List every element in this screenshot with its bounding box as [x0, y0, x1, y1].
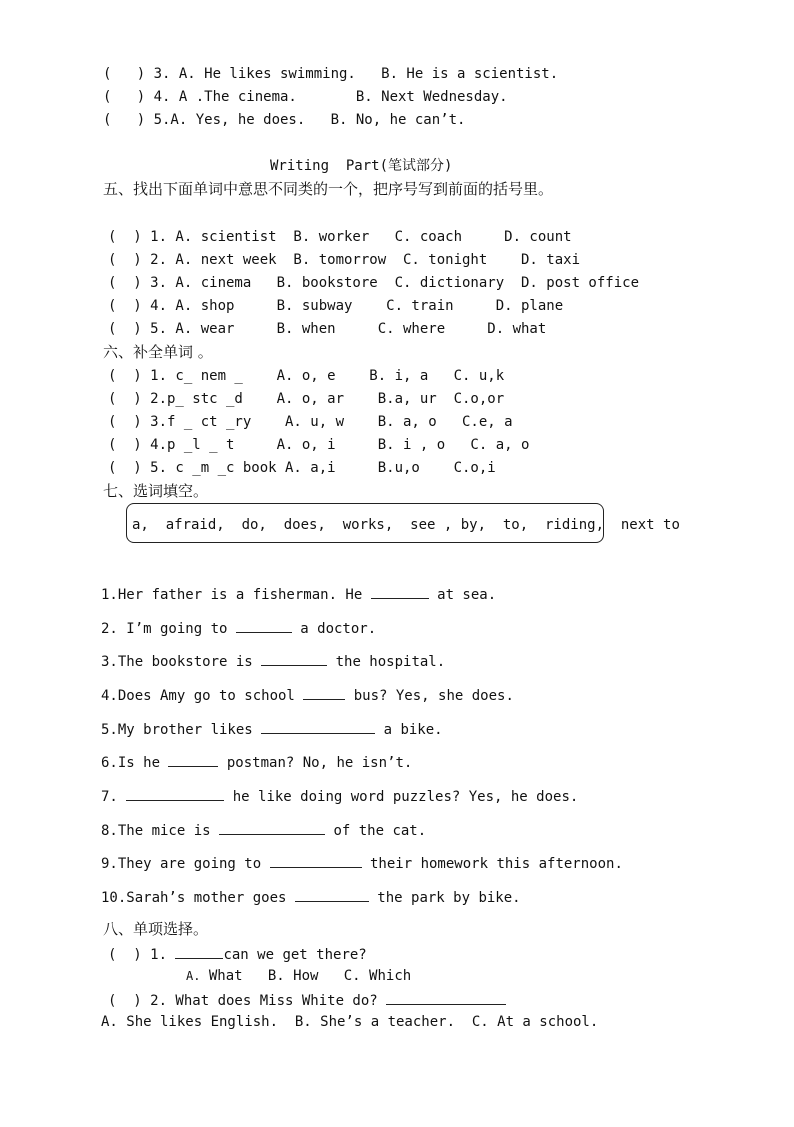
- fill-sentence-7: 7. he like doing word puzzles? Yes, he does.: [101, 786, 578, 806]
- answer-blank-7[interactable]: [126, 786, 224, 801]
- section7-heading: 七、选词填空。: [103, 482, 209, 500]
- listening-item-4: ( ) 4. A .The cinema. B. Next Wednesday.: [103, 89, 508, 105]
- section6-item-3: ( ) 3.f _ ct _ry A. u, w B. a, o C.e, a: [108, 414, 513, 430]
- section5-item-5: ( ) 5. A. wear B. when C. where D. what: [108, 321, 547, 337]
- section6-item-5: ( ) 5. c _m _c book A. a,i B.u,o C.o,i: [108, 460, 496, 476]
- answer-blank-1[interactable]: [371, 584, 429, 599]
- writing-part-title: Writing Part(笔试部分): [270, 158, 453, 174]
- fill-sentence-4: 4.Does Amy go to school bus? Yes, she does.: [101, 685, 514, 705]
- choice-blank-2[interactable]: [386, 990, 506, 1005]
- answer-blank-2[interactable]: [236, 618, 292, 633]
- answer-blank-3[interactable]: [261, 651, 327, 666]
- word-bank: a, afraid, do, does, works, see , by, to, riding, next to: [132, 517, 680, 533]
- listening-item-3: ( ) 3. A. He likes swimming. B. He is a scientist.: [103, 66, 559, 82]
- listening-item-5: ( ) 5.A. Yes, he does. B. No, he can’t.: [103, 112, 466, 128]
- answer-blank-9[interactable]: [270, 853, 362, 868]
- fill-sentence-6: 6.Is he postman? No, he isn’t.: [101, 752, 412, 772]
- section5-item-2: ( ) 2. A. next week B. tomorrow C. tonight D. taxi: [108, 252, 581, 268]
- section5-item-4: ( ) 4. A. shop B. subway C. train D. plane: [108, 298, 564, 314]
- section5-item-3: ( ) 3. A. cinema B. bookstore C. dictionary D. post office: [108, 275, 640, 291]
- answer-blank-6[interactable]: [168, 752, 218, 767]
- section6-item-1: ( ) 1. c_ nem _ A. o, e B. i, a C. u,k: [108, 368, 505, 384]
- answer-blank-8[interactable]: [219, 820, 325, 835]
- section8-heading: 八、单项选择。: [103, 920, 209, 938]
- fill-sentence-5: 5.My brother likes a bike.: [101, 719, 443, 739]
- fill-sentence-8: 8.The mice is of the cat.: [101, 820, 426, 840]
- choice-question-2: ( ) 2. What does Miss White do?: [108, 990, 506, 1010]
- fill-sentence-10: 10.Sarah’s mother goes the park by bike.: [101, 887, 521, 907]
- choice-blank-1[interactable]: [175, 944, 223, 959]
- fill-sentence-3: 3.The bookstore is the hospital.: [101, 651, 445, 671]
- choice-question-1: ( ) 1. can we get there?: [108, 944, 367, 964]
- section5-heading: 五、找出下面单词中意思不同类的一个，把序号写到前面的括号里。: [103, 180, 554, 198]
- section6-item-4: ( ) 4.p _l _ t A. o, i B. i , o C. a, o: [108, 437, 530, 453]
- section6-item-2: ( ) 2.p_ stc _d A. o, ar B.a, ur C.o,or: [108, 391, 505, 407]
- answer-blank-4[interactable]: [303, 685, 345, 700]
- fill-sentence-2: 2. I’m going to a doctor.: [101, 618, 376, 638]
- section5-item-1: ( ) 1. A. scientist B. worker C. coach D. count: [108, 229, 572, 245]
- section6-heading: 六、补全单词 。: [103, 343, 213, 361]
- answer-blank-10[interactable]: [295, 887, 369, 902]
- answer-blank-5[interactable]: [261, 719, 375, 734]
- choice-question-2-options: A. She likes English. B. She’s a teacher. C. At a school.: [101, 1014, 599, 1030]
- fill-sentence-9: 9.They are going to their homework this afternoon.: [101, 853, 623, 873]
- fill-sentence-1: 1.Her father is a fisherman. He at sea.: [101, 584, 496, 604]
- choice-question-1-options: A. What B. How C. Which: [186, 968, 412, 984]
